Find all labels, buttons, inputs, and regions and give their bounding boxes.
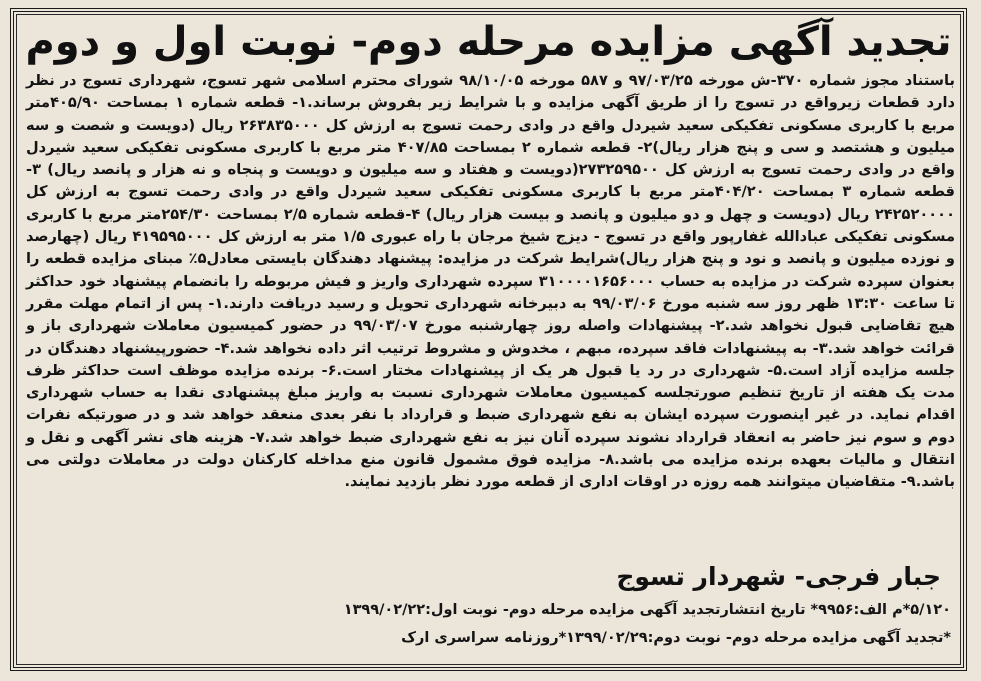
notice-title: تجدید آگهی مزایده مرحله دوم- نوبت اول و دوم [25,19,952,65]
mayor-signature: جبار فرجی- شهردار تسوج [616,562,941,591]
publication-info-line-1: ۵/۱۲۰*م الف:۹۹۵۶* تاریخ انتشارتجدید آگهی مزایده مرحله دوم- نوبت اول:۱۳۹۹/۰۲/۲۲ [343,602,951,618]
publication-info-line-2: *تجدید آگهی مزایده مرحله دوم- نوبت دوم:۱۳۹۹/۰۲/۲۹*روزنامه سراسری ارک [401,630,951,646]
notice-body: باستناد مجوز شماره ۳۷۰-ش مورخه ۹۷/۰۳/۲۵ و ۵۸۷ مورخه ۹۸/۱۰/۰۵ شورای محترم اسلامی شهر تسوج، شهرداری تسوج در نظر دارد قطعات زیرواقع در تسوج را از طریق آگهی مزایده و با شرایط زیر بفروش برساند.۱- قطعه شماره ۱ بمساحت ۴۰۵/۹۰متر مربع با کاربری مسکونی تفکیکی سعید شیردل واقع در وادی رحمت تسوج به ارزش کل ۲۶۳۸۳۵۰۰۰ ریال (دویست و شصت و سه میلیون و هشتصد و سی و پنج هزار ریال)۲- قطعه شماره ۲ بمساحت ۴۰۷/۸۵ متر مربع با کاربری مسکونی تفکیکی سعید شیردل واقع در وادی رحمت تسوج به ارزش کل ۲۷۳۲۵۹۵۰۰(دویست و هفتاد و سه میلیون و دویست و پنجاه و نه هزار و پانصد ریال) ۳-قطعه شماره ۳ بمساحت ۴۰۴/۲۰متر مربع با کاربری مسکونی تفکیکی سعید شیردل واقع در وادی رحمت تسوج به ارزش کل ۲۴۲۵۲۰۰۰۰ ریال (دویست و چهل و دو میلیون و پانصد و بیست هزار ریال) ۴-قطعه شماره ۲/۵ بمساحت ۲۵۴/۳۰متر مربع با کاربری مسکونی تفکیکی عبادالله غفارپور واقع در تسوج - دیزج شیخ مرجان با راه عبوری ۱/۵ متر به ارزش کل ۴۱۹۵۹۵۰۰۰ ریال (چهارصد و نوزده میلیون و پانصد و نود و پنج هزار ریال)شرایط شرکت در مزایده: پیشنهاد دهندگان بایستی معادل۵٪ مبنای مزایده قطعه را بعنوان سپرده شرکت در مزایده به حساب ۳۱۰۰۰۰۱۶۵۶۰۰۰ سپرده شهرداری واریز و فیش مربوطه را بانضمام پیشنهاد خود حداکثر تا ساعت ۱۳:۳۰ ظهر روز سه شنبه مورخ ۹۹/۰۳/۰۶ به دبیرخانه شهرداری تحویل و رسید دریافت دارند.۱- پس از اتمام مهلت مقرر هیچ تقاضایی قبول نخواهد شد.۲- پیشنهادات واصله روز چهارشنبه مورخ ۹۹/۰۳/۰۷ در حضور کمیسیون معاملات شهرداری باز و قرائت خواهد شد.۳- به پیشنهادات فاقد سپرده، مبهم ، مخدوش و مشروط ترتیب اثر داده نخواهد شد.۴- حضورپیشنهاد دهندگان در جلسه مزایده آزاد است.۵- شهرداری در رد یا قبول هر یک از پیشنهادات مختار است.۶- برنده مزایده موظف است حداکثر ظرف مدت یک هفته از تاریخ تنظیم صورتجلسه کمیسیون معاملات شهرداری نسبت به واریز مبلغ پیشنهادی نقدا به حساب شهرداری اقدام نماید. در غیر اینصورت سپرده ایشان به نفع شهرداری ضبط و قرارداد با نفر بعدی منعقد خواهد شد و در صورتیکه نفرات دوم و سوم نیز حاضر به انعقاد قرارداد نشوند سپرده آنان نیز به نفع شهرداری ضبط خواهد شد.۷- هزینه های نشر آگهی و نقل و انتقال و مالیات بعهده برنده مزایده می باشد.۸- مزایده فوق مشمول قانون منع مداخله کارکنان دولت در معاملات دولتی می باشد.۹- متقاضیان میتوانند همه روزه در اوقات اداری از قطعه مورد نظر بازدید نمایند. [26,72,956,491]
